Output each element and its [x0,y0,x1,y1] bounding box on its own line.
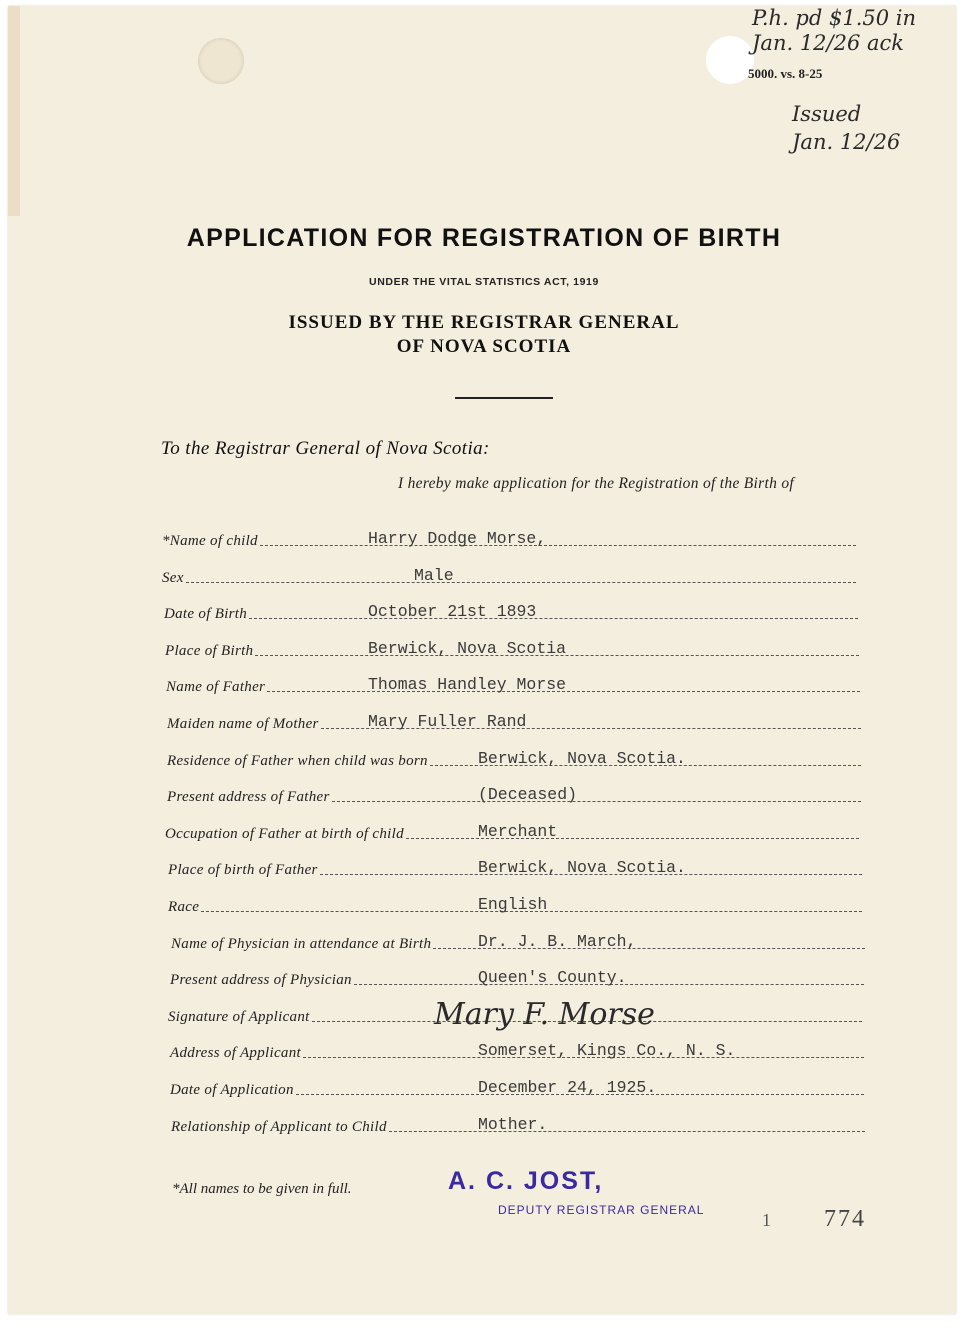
field-value: October 21st 1893 [368,602,537,622]
field-line [186,582,856,583]
field-label: Sex [162,569,184,586]
field-label: Residence of Father when child was born [167,752,428,769]
field-value: December 24, 1925. [478,1078,657,1097]
field-line [332,801,861,802]
field-value: Berwick, Nova Scotia. [478,748,686,768]
form-field-row [166,674,862,696]
field-line [389,1131,865,1132]
handwritten-note-line: P.h. pd $1.50 in [752,6,917,30]
form-number: 5000. vs. 8-25 [748,66,823,81]
handwritten-note-payment [752,6,916,56]
field-value: Harry Dodge Morse, [368,529,547,548]
form-field-row [167,784,863,806]
field-label: Present address of Physician [170,972,352,989]
form-field-row [165,638,861,660]
stamp-name: A. C. JOST, [448,1167,604,1195]
stamp-title: DEPUTY REGISTRAR GENERAL [498,1203,705,1217]
field-line [260,545,856,546]
subtitle: UNDER THE VITAL STATISTICS ACT, 1919 [369,276,599,288]
field-value: (Deceased) [478,785,578,805]
punch-hole [198,38,244,84]
field-value: Berwick, Nova Scotia [368,638,567,658]
handwritten-note-issued [792,100,900,156]
field-label: Place of Birth [165,642,254,659]
field-label: Race [168,899,200,915]
field-label: Signature of Applicant [168,1008,310,1025]
intro-text: I hereby make application for the Registration of the Birth of [398,475,794,492]
form-field-row [165,821,861,843]
field-label: Occupation of Father at birth of child [165,825,404,842]
field-value: Thomas Handley Morse [368,675,567,695]
field-value: English [478,895,548,914]
handwritten-note-line: Jan. 12/26 ack [752,31,905,55]
form-field-row [170,1077,866,1099]
applicant-signature: Mary F. Morse [434,996,655,1032]
form-field-row [168,996,864,1032]
field-value: Somerset, Kings Co., N. S. [478,1041,736,1061]
record-number: 774 [824,1206,866,1232]
issued-by-line: ISSUED BY THE REGISTRAR GENERAL [288,312,680,333]
field-value: Queen's County. [478,968,627,988]
form-field-row [171,931,867,953]
form-field-row [170,1040,866,1062]
form-field-row [164,601,860,623]
field-line [249,618,858,619]
field-label: Present address of Father [167,789,330,806]
form-field-row [168,857,864,879]
salutation: To the Registrar General of Nova Scotia: [161,438,490,459]
form-field-row [170,967,866,989]
field-value: Dr. J. B. March, [478,931,637,951]
handwritten-note-line: Issued [792,102,862,126]
handwritten-note-line: Jan. 12/26 [792,130,901,154]
page-title: APPLICATION FOR REGISTRATION OF BIRTH [186,224,782,252]
field-label: Address of Applicant [170,1045,301,1062]
issued-by-line: OF NOVA SCOTIA [396,336,572,357]
field-label: Name of Father [166,679,266,696]
punch-hole [706,36,754,84]
form-field-row [162,565,858,587]
field-label: Maiden name of Mother [167,716,319,732]
field-value: Merchant [478,821,558,841]
form-field-row [167,711,863,733]
field-value: Mary Fuller Rand [368,712,527,731]
field-value: Berwick, Nova Scotia. [478,858,686,878]
form-field-row [167,748,863,770]
field-label: Place of birth of Father [168,862,318,879]
field-label: Date of Application [170,1082,294,1098]
page-fold [8,6,20,216]
mark: 1 [762,1210,771,1230]
form-field-row [171,1114,867,1136]
footnote: *All names to be given in full. [172,1181,352,1197]
field-label: Name of Physician in attendance at Birth [171,935,432,952]
issued-by [0,311,968,359]
divider [455,397,553,399]
field-label: Relationship of Applicant to Child [171,1118,387,1135]
field-label: *Name of child [162,533,258,549]
form-field-row [168,894,864,916]
field-label: Date of Birth [164,606,248,623]
field-value: Mother. [478,1114,548,1134]
form-field-row [162,528,858,550]
field-value: Male [414,565,454,585]
field-line [406,838,859,839]
